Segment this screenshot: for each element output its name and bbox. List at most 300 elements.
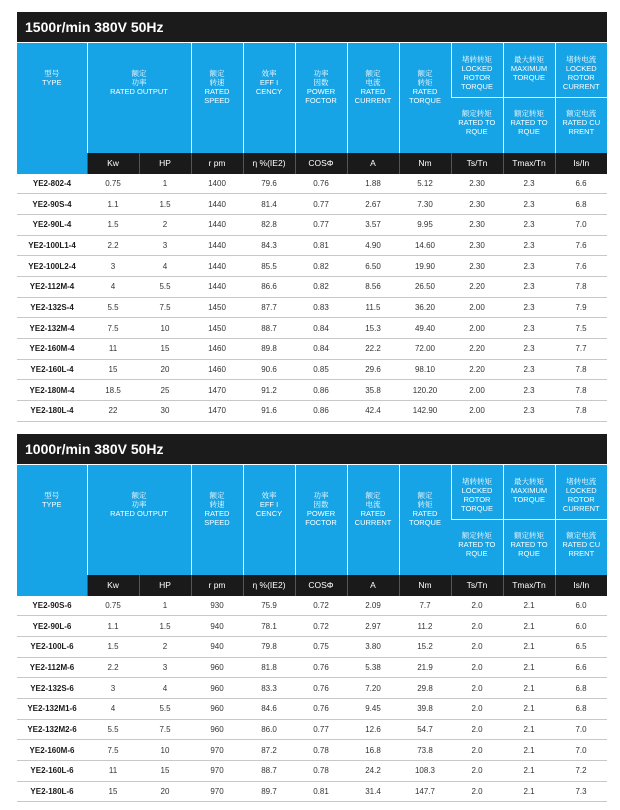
- value-cell: 15: [87, 781, 139, 802]
- header-line: MAXIMUM: [510, 64, 548, 73]
- value-cell: 1.5: [139, 616, 191, 637]
- value-cell: 2.20: [451, 276, 503, 297]
- header-line: RATED: [412, 87, 438, 96]
- value-cell: 2.0: [451, 740, 503, 761]
- value-cell: 2.67: [347, 194, 399, 215]
- value-cell: 82.8: [243, 214, 295, 235]
- value-cell: 2.3: [503, 297, 555, 318]
- header-line: CURRENT: [354, 96, 392, 105]
- value-cell: 89.7: [243, 781, 295, 802]
- header-line: CENCY: [255, 509, 283, 518]
- value-cell: 1.5: [139, 194, 191, 215]
- table-row: [17, 698, 607, 719]
- header-line: 因数: [313, 78, 329, 87]
- unit-cell: Tmax/Tn: [503, 153, 555, 174]
- value-cell: 7.9: [555, 297, 607, 318]
- value-cell: 2.1: [503, 719, 555, 740]
- header-line: TORQUE: [409, 518, 441, 527]
- header-locked-current: [555, 43, 607, 98]
- value-cell: 0.76: [295, 698, 347, 719]
- header-rated-torque-b: [503, 98, 555, 153]
- units-row: [17, 575, 607, 596]
- value-cell: 5.12: [399, 174, 451, 194]
- value-cell: 0.85: [295, 359, 347, 380]
- unit-cell: A: [347, 153, 399, 174]
- unit-cell: Tmax/Tn: [503, 575, 555, 596]
- value-cell: 8.56: [347, 276, 399, 297]
- unit-cell: HP: [139, 575, 191, 596]
- value-cell: 3: [139, 657, 191, 678]
- value-cell: 3: [139, 235, 191, 256]
- value-cell: 1.1: [87, 194, 139, 215]
- model-cell: YE2-90S-4: [17, 194, 87, 215]
- spec-table: [17, 42, 607, 422]
- spec-section-1500rpm: [17, 12, 607, 422]
- value-cell: 19.90: [399, 256, 451, 277]
- header-line: FOCTOR: [305, 96, 337, 105]
- header-line: 额定: [365, 491, 381, 500]
- value-cell: 11.5: [347, 297, 399, 318]
- value-cell: 960: [191, 698, 243, 719]
- section-title: 1500r/min 380V 50Hz: [17, 12, 607, 42]
- header-line: LOCKED: [461, 486, 493, 495]
- value-cell: 2.1: [503, 616, 555, 637]
- value-cell: 86.6: [243, 276, 295, 297]
- units-blank: [17, 153, 87, 174]
- value-cell: 940: [191, 636, 243, 657]
- value-cell: 3: [87, 678, 139, 699]
- value-cell: 0.84: [295, 339, 347, 360]
- value-cell: 6.50: [347, 256, 399, 277]
- value-cell: 2.30: [451, 194, 503, 215]
- model-cell: YE2-160L-4: [17, 359, 87, 380]
- value-cell: 7.6: [555, 235, 607, 256]
- header-line: 堵转转矩: [462, 55, 492, 64]
- value-cell: 0.72: [295, 616, 347, 637]
- value-cell: 1450: [191, 318, 243, 339]
- header-rated-torque-a: [451, 98, 503, 153]
- value-cell: 88.7: [243, 761, 295, 782]
- header-locked-torque: [451, 43, 503, 98]
- value-cell: 2.00: [451, 297, 503, 318]
- table-row: [17, 636, 607, 657]
- value-cell: 2.3: [503, 174, 555, 194]
- value-cell: 4.90: [347, 235, 399, 256]
- header-line: 最大转矩: [514, 477, 544, 486]
- header-line: RATED TO: [510, 540, 548, 549]
- value-cell: 2.1: [503, 698, 555, 719]
- value-cell: 21.9: [399, 657, 451, 678]
- value-cell: 7.5: [139, 297, 191, 318]
- header-line: RATED TO: [510, 118, 548, 127]
- model-cell: YE2-180M-4: [17, 380, 87, 401]
- value-cell: 12.6: [347, 719, 399, 740]
- header-line: 额定: [365, 69, 381, 78]
- value-cell: 0.76: [295, 657, 347, 678]
- table-row: [17, 740, 607, 761]
- table-row: [17, 174, 607, 194]
- value-cell: 7.20: [347, 678, 399, 699]
- value-cell: 15.2: [399, 636, 451, 657]
- header-line: 额定: [209, 69, 225, 78]
- header-line: 效率: [261, 491, 277, 500]
- value-cell: 2.3: [503, 276, 555, 297]
- value-cell: 85.5: [243, 256, 295, 277]
- header-line: SPEED: [204, 96, 230, 105]
- unit-cell: Nm: [399, 153, 451, 174]
- value-cell: 7.6: [555, 256, 607, 277]
- value-cell: 2.20: [451, 359, 503, 380]
- value-cell: 1440: [191, 214, 243, 235]
- value-cell: 2.1: [503, 761, 555, 782]
- model-cell: YE2-100L2-4: [17, 256, 87, 277]
- value-cell: 142.90: [399, 401, 451, 422]
- value-cell: 2.3: [503, 339, 555, 360]
- value-cell: 0.82: [295, 256, 347, 277]
- value-cell: 98.10: [399, 359, 451, 380]
- unit-cell: η %(IE2): [243, 153, 295, 174]
- header-line: RATED CU: [562, 118, 601, 127]
- value-cell: 14.60: [399, 235, 451, 256]
- value-cell: 11: [87, 761, 139, 782]
- value-cell: 0.76: [295, 174, 347, 194]
- value-cell: 7.8: [555, 276, 607, 297]
- value-cell: 1470: [191, 380, 243, 401]
- header-torque: [399, 43, 451, 153]
- model-cell: YE2-160M-4: [17, 339, 87, 360]
- value-cell: 7.5: [139, 719, 191, 740]
- value-cell: 87.2: [243, 740, 295, 761]
- value-cell: 2.00: [451, 401, 503, 422]
- value-cell: 7.0: [555, 719, 607, 740]
- header-rated-torque-a: [451, 520, 503, 575]
- value-cell: 1.1: [87, 616, 139, 637]
- header-locked-torque: [451, 465, 503, 520]
- header-line: RATED: [412, 509, 438, 518]
- value-cell: 3.80: [347, 636, 399, 657]
- units-row: [17, 153, 607, 174]
- value-cell: 2.1: [503, 678, 555, 699]
- value-cell: 73.8: [399, 740, 451, 761]
- header-line: 额定转矩: [461, 109, 492, 118]
- header-line: 转速: [209, 500, 225, 509]
- header-line: 堵转电流: [566, 477, 597, 486]
- model-cell: YE2-160L-6: [17, 761, 87, 782]
- value-cell: 1440: [191, 256, 243, 277]
- unit-cell: HP: [139, 153, 191, 174]
- header-line: 额定: [417, 69, 433, 78]
- table-row: [17, 380, 607, 401]
- table-row: [17, 214, 607, 235]
- value-cell: 2.1: [503, 596, 555, 616]
- header-line: ROTOR: [567, 495, 595, 504]
- header-line: 功率: [313, 69, 329, 78]
- value-cell: 90.6: [243, 359, 295, 380]
- header-line: CURRENT: [562, 504, 600, 513]
- value-cell: 7.0: [555, 214, 607, 235]
- model-cell: YE2-132M-4: [17, 318, 87, 339]
- value-cell: 2.3: [503, 194, 555, 215]
- header-line: 转矩: [417, 78, 433, 87]
- header-line: TYPE: [41, 78, 62, 87]
- header-line: SPEED: [204, 518, 230, 527]
- header-current: [347, 43, 399, 153]
- header-line: RATED TO: [458, 118, 496, 127]
- value-cell: 2.30: [451, 256, 503, 277]
- value-cell: 10: [139, 318, 191, 339]
- header-line: 额定电流: [566, 109, 597, 118]
- value-cell: 11.2: [399, 616, 451, 637]
- value-cell: 6.8: [555, 678, 607, 699]
- header-locked-current: [555, 465, 607, 520]
- value-cell: 2.0: [451, 781, 503, 802]
- value-cell: 4: [87, 276, 139, 297]
- header-line: RATED: [360, 87, 386, 96]
- value-cell: 2.0: [451, 657, 503, 678]
- value-cell: 6.8: [555, 698, 607, 719]
- header-output: [87, 465, 191, 575]
- value-cell: 2.0: [451, 636, 503, 657]
- header-line: ROTOR: [463, 73, 491, 82]
- value-cell: 2.0: [451, 596, 503, 616]
- table-row: [17, 359, 607, 380]
- header-line: LOCKED: [565, 486, 597, 495]
- model-cell: YE2-132M1-6: [17, 698, 87, 719]
- header-line: RATED CU: [562, 540, 601, 549]
- unit-cell: r pm: [191, 153, 243, 174]
- header-line: 额定转矩: [514, 109, 544, 118]
- header-line: TORQUE: [461, 82, 493, 91]
- value-cell: 2.30: [451, 235, 503, 256]
- table-row: [17, 761, 607, 782]
- header-line: RRENT: [568, 127, 595, 136]
- header-max-torque: [503, 43, 555, 98]
- value-cell: 2.3: [503, 318, 555, 339]
- value-cell: 5.5: [87, 297, 139, 318]
- model-cell: YE2-802-4: [17, 174, 87, 194]
- value-cell: 0.81: [295, 235, 347, 256]
- header-line: RQUE: [465, 127, 488, 136]
- value-cell: 0.82: [295, 276, 347, 297]
- value-cell: 0.76: [295, 678, 347, 699]
- header-line: 电流: [365, 500, 381, 509]
- header-line: FOCTOR: [305, 518, 337, 527]
- value-cell: 7.30: [399, 194, 451, 215]
- value-cell: 0.72: [295, 596, 347, 616]
- value-cell: 15: [87, 359, 139, 380]
- header-block: [17, 465, 607, 596]
- value-cell: 2.0: [451, 761, 503, 782]
- value-cell: 0.83: [295, 297, 347, 318]
- unit-cell: Kw: [87, 153, 139, 174]
- table-row: [17, 401, 607, 422]
- model-cell: YE2-90L-4: [17, 214, 87, 235]
- header-speed: [191, 43, 243, 153]
- value-cell: 1440: [191, 194, 243, 215]
- value-cell: 147.7: [399, 781, 451, 802]
- header-line: RATED OUTPUT: [110, 87, 168, 96]
- value-cell: 2.00: [451, 380, 503, 401]
- value-cell: 0.84: [295, 318, 347, 339]
- value-cell: 7.8: [555, 359, 607, 380]
- header-rated-current-c: [555, 98, 607, 153]
- value-cell: 6.0: [555, 596, 607, 616]
- value-cell: 2: [139, 636, 191, 657]
- model-cell: YE2-180L-6: [17, 781, 87, 802]
- table-row: [17, 616, 607, 637]
- value-cell: 4: [139, 256, 191, 277]
- value-cell: 6.6: [555, 657, 607, 678]
- value-cell: 2.09: [347, 596, 399, 616]
- value-cell: 0.78: [295, 740, 347, 761]
- header-type: [17, 43, 87, 153]
- model-cell: YE2-160M-6: [17, 740, 87, 761]
- value-cell: 7.8: [555, 380, 607, 401]
- header-line: 堵转转矩: [462, 477, 492, 486]
- model-cell: YE2-100L1-4: [17, 235, 87, 256]
- unit-cell: Ts/Tn: [451, 575, 503, 596]
- value-cell: 2.1: [503, 740, 555, 761]
- header-line: CURRENT: [354, 518, 392, 527]
- value-cell: 2.0: [451, 698, 503, 719]
- header-line: 型号: [44, 491, 60, 500]
- value-cell: 960: [191, 719, 243, 740]
- value-cell: 9.95: [399, 214, 451, 235]
- header-line: 效率: [261, 69, 277, 78]
- unit-cell: Kw: [87, 575, 139, 596]
- header-line: 功率: [131, 78, 147, 87]
- value-cell: 0.77: [295, 194, 347, 215]
- table-row: [17, 719, 607, 740]
- value-cell: 1: [139, 596, 191, 616]
- header-rated-current-c: [555, 520, 607, 575]
- value-cell: 11: [87, 339, 139, 360]
- value-cell: 7.5: [87, 318, 139, 339]
- value-cell: 25: [139, 380, 191, 401]
- value-cell: 24.2: [347, 761, 399, 782]
- header-line: TORQUE: [513, 73, 545, 82]
- value-cell: 7.7: [555, 339, 607, 360]
- value-cell: 7.7: [399, 596, 451, 616]
- table-row: [17, 194, 607, 215]
- header-line: 因数: [313, 500, 329, 509]
- value-cell: 9.45: [347, 698, 399, 719]
- header-line: 转速: [209, 78, 225, 87]
- header-line: TORQUE: [409, 96, 441, 105]
- header-line: 额定: [209, 491, 225, 500]
- table-row: [17, 256, 607, 277]
- value-cell: 36.20: [399, 297, 451, 318]
- value-cell: 0.81: [295, 781, 347, 802]
- value-cell: 960: [191, 657, 243, 678]
- value-cell: 7.5: [87, 740, 139, 761]
- header-line: 最大转矩: [514, 55, 544, 64]
- header-line: 额定电流: [566, 531, 597, 540]
- spec-table: [17, 464, 607, 802]
- header-line: LOCKED: [565, 64, 597, 73]
- header-line: 电流: [365, 78, 381, 87]
- value-cell: 15: [139, 339, 191, 360]
- value-cell: 86.0: [243, 719, 295, 740]
- unit-cell: Is/In: [555, 575, 607, 596]
- value-cell: 89.8: [243, 339, 295, 360]
- value-cell: 1460: [191, 339, 243, 360]
- header-type: [17, 465, 87, 575]
- value-cell: 2.3: [503, 359, 555, 380]
- value-cell: 4: [87, 698, 139, 719]
- header-line: RATED OUTPUT: [110, 509, 168, 518]
- value-cell: 18.5: [87, 380, 139, 401]
- value-cell: 7.3: [555, 781, 607, 802]
- unit-cell: A: [347, 575, 399, 596]
- header-line: MAXIMUM: [510, 486, 548, 495]
- value-cell: 87.7: [243, 297, 295, 318]
- value-cell: 2.1: [503, 636, 555, 657]
- header-pf: [295, 43, 347, 153]
- value-cell: 0.75: [295, 636, 347, 657]
- model-cell: YE2-132S-4: [17, 297, 87, 318]
- header-block: [17, 43, 607, 174]
- value-cell: 78.1: [243, 616, 295, 637]
- model-cell: YE2-90L-6: [17, 616, 87, 637]
- value-cell: 2.3: [503, 401, 555, 422]
- value-cell: 7.0: [555, 740, 607, 761]
- value-cell: 39.8: [399, 698, 451, 719]
- header-line: CENCY: [255, 87, 283, 96]
- value-cell: 22.2: [347, 339, 399, 360]
- header-line: RQUE: [465, 549, 488, 558]
- model-cell: YE2-100L-6: [17, 636, 87, 657]
- unit-cell: COSΦ: [295, 153, 347, 174]
- header-line: POWER: [306, 87, 336, 96]
- header-line: RATED: [360, 509, 386, 518]
- value-cell: 960: [191, 678, 243, 699]
- unit-cell: η %(IE2): [243, 575, 295, 596]
- header-line: POWER: [306, 509, 336, 518]
- header-line: 额定转矩: [461, 531, 492, 540]
- header-line: 功率: [313, 491, 329, 500]
- header-max-torque: [503, 465, 555, 520]
- model-cell: YE2-132M2-6: [17, 719, 87, 740]
- header-current: [347, 465, 399, 575]
- value-cell: 2.00: [451, 318, 503, 339]
- value-cell: 88.7: [243, 318, 295, 339]
- value-cell: 1: [139, 174, 191, 194]
- header-line: 堵转电流: [566, 55, 597, 64]
- header-line: RRENT: [568, 549, 595, 558]
- value-cell: 84.6: [243, 698, 295, 719]
- value-cell: 1460: [191, 359, 243, 380]
- value-cell: 2: [139, 214, 191, 235]
- header-line: RATED TO: [458, 540, 496, 549]
- header-output: [87, 43, 191, 153]
- value-cell: 20: [139, 359, 191, 380]
- value-cell: 0.86: [295, 380, 347, 401]
- value-cell: 6.5: [555, 636, 607, 657]
- value-cell: 0.77: [295, 719, 347, 740]
- unit-cell: Nm: [399, 575, 451, 596]
- value-cell: 2.3: [503, 380, 555, 401]
- header-line: RQUE: [518, 549, 540, 558]
- header-line: RATED: [204, 87, 230, 96]
- header-line: 额定转矩: [514, 531, 544, 540]
- table-row: [17, 235, 607, 256]
- header-line: EFF I: [259, 78, 279, 87]
- header-line: ROTOR: [463, 495, 491, 504]
- value-cell: 0.77: [295, 214, 347, 235]
- unit-cell: Is/In: [555, 153, 607, 174]
- value-cell: 29.8: [399, 678, 451, 699]
